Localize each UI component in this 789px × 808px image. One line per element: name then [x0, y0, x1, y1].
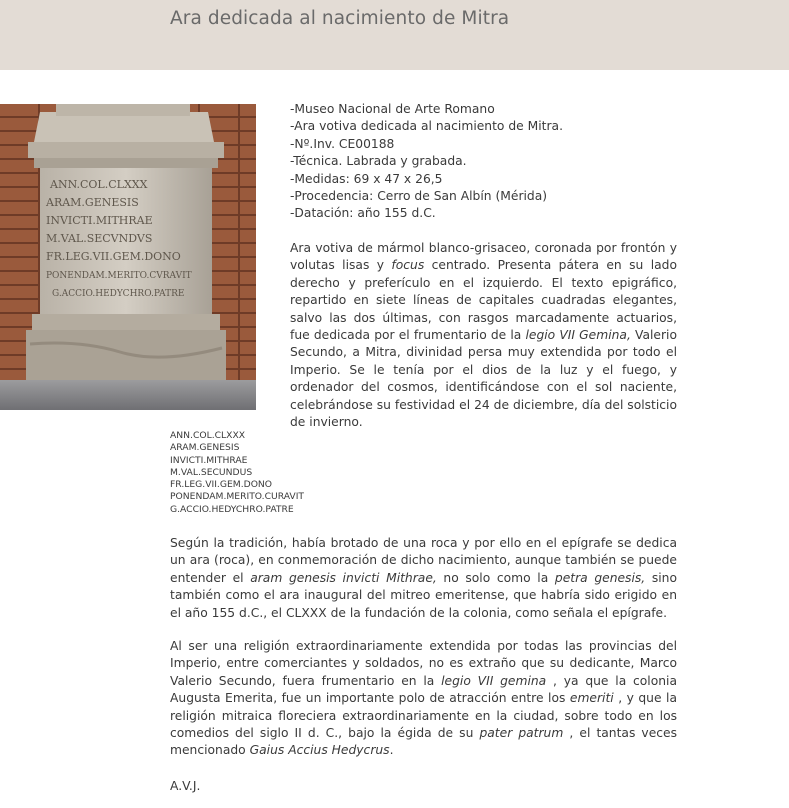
- svg-text:INVICTI.MITHRAE: INVICTI.MITHRAE: [46, 214, 153, 227]
- svg-text:G.ACCIO.HEDYCHRO.PATRE: G.ACCIO.HEDYCHRO.PATRE: [52, 289, 185, 299]
- page-title: Ara dedicada al nacimiento de Mitra: [170, 8, 510, 29]
- altar-photo: [0, 104, 256, 410]
- spec-dimensions: -Medidas: 69 x 47 x 26,5: [290, 171, 443, 186]
- svg-text:ARAM.GENESIS: ARAM.GENESIS: [46, 196, 139, 209]
- spec-inventory: -Nº.Inv. CE00188: [290, 136, 395, 151]
- inscription-line: INVICTI.MITHRAE: [170, 454, 248, 466]
- spec-object: -Ara votiva dedicada al nacimiento de Mitra.: [290, 119, 563, 134]
- inscription-line: ARAM.GENESIS: [170, 442, 240, 454]
- spec-museum: -Museo Nacional de Arte Romano: [290, 102, 495, 116]
- inscription-line: G.ACCIO.HEDYCHRO.PATRE: [170, 503, 294, 515]
- svg-text:M.VAL.SECVNDVS: M.VAL.SECVNDVS: [46, 232, 153, 245]
- inscription-line: M.VAL.SECUNDUS: [170, 466, 253, 478]
- specs-list: [290, 101, 710, 223]
- inscription-transcription: [170, 430, 370, 516]
- header-band: [0, 0, 789, 70]
- tradition-paragraph: Según la tradición, había brotado de una roca y por ello en el epígrafe se dedica un ara (roca), en conmemoración de dicho nacimiento, aunque también se puede entender el aram genesis invicti Mithrae, no solo como la petra genesis, sino también como el ara inaugural del mitreo emeritense, que habría sido erigido en el año 155 d.C., el CLXXX de la fundación de la colonia, como señala el epígrafe.: [170, 536, 677, 620]
- svg-text:ANN.COL.CLXXX: ANN.COL.CLXXX: [50, 178, 148, 191]
- spec-dating: -Datación: año 155 d.C.: [290, 206, 436, 221]
- svg-text:PONENDAM.MERITO.CVRAVIT: PONENDAM.MERITO.CVRAVIT: [46, 271, 192, 281]
- religion-paragraph: Al ser una religión extraordinariamente extendida por todas las provincias del Imperio, entre comerciantes y soldados, no es extraño que su dedicante, Marco Valerio Secundo, fuera frumentario en la legio VII gemina , ya que la colonia Augusta Emerita, fue un importante polo de atracción entre los emeriti , y que la religión mitraica floreciera extraordinariamente en la ciudad, sobre todo en los comedios del siglo II d. C., bajo la égida de su pater patrum , el tantas veces mencionado Gaius Accius Hedycrus.: [170, 639, 678, 758]
- spec-technique: -Técnica. Labrada y grabada.: [290, 154, 467, 169]
- description-paragraph: Ara votiva de mármol blanco-grisaceo, coronada por frontón y volutas lisas y focus centrado. Presenta pátera en su lado derecho y preferículo en el izquierdo. El texto epigráfico, repartido en siete líneas de capitales cuadradas elegantes, salvo las dos últimas, con rasgos marcadamente actuarios, fue dedicada por el frumentario de la legio VII Gemina, Valerio Secundo, a Mitra, divinidad persa muy extendida por todo el Imperio. Se le tenía por el dios de la luz y el fuego, y ordenador del cosmos, identificándose con el sol naciente, celebrándose su festividad el 24 de diciembre, día del solsticio de invierno.: [290, 241, 677, 430]
- inscription-line: ANN.COL.CLXXX: [170, 430, 246, 441]
- spec-provenance: -Procedencia: Cerro de San Albín (Mérida): [290, 189, 548, 204]
- inscription-line: PONENDAM.MERITO.CURAVIT: [170, 491, 305, 503]
- inscription-line: FR.LEG.VII.GEM.DONO: [170, 479, 273, 491]
- author-signature: A.V.J.: [170, 779, 201, 793]
- altar-image: [0, 104, 256, 410]
- svg-text:FR.LEG.VII.GEM.DONO: FR.LEG.VII.GEM.DONO: [46, 250, 181, 263]
